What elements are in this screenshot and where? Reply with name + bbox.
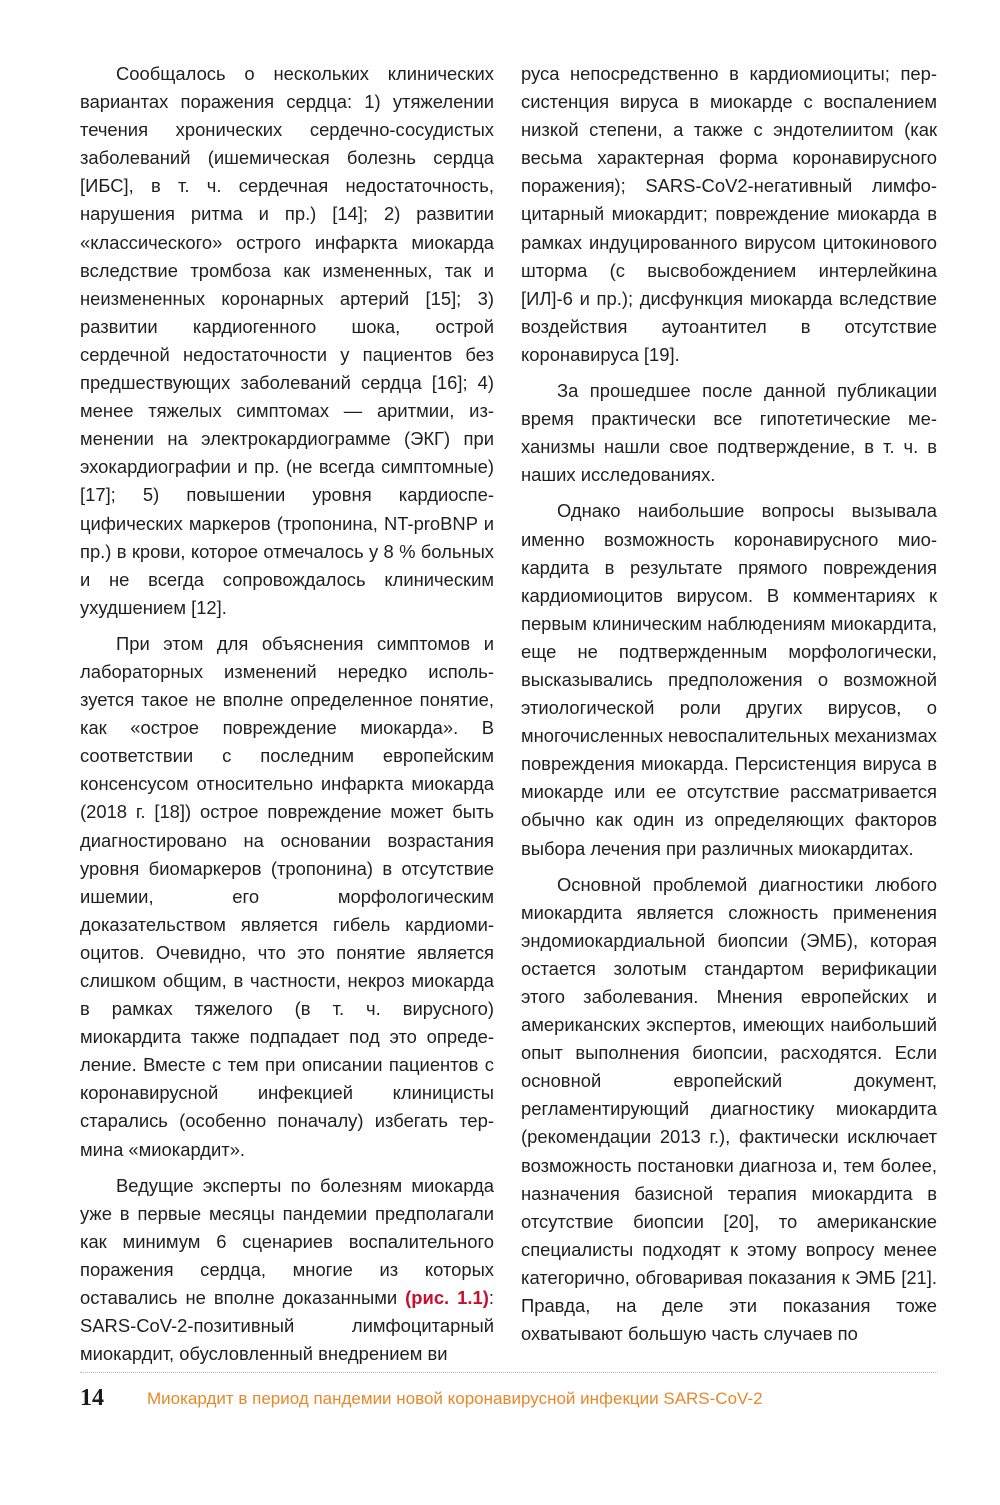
left-paragraph-3-text-b: : SARS-CoV-2-позитивный лимфоцитарный миокардит, обусловленный внедрением ви (80, 1287, 495, 1365)
figure-reference-link[interactable]: (рис. 1.1) (405, 1287, 489, 1309)
right-paragraph-1: руса непосредственно в кардиомиоциты; персистенция вируса в миокарде с воспалением низкой степени, а также с эндотелиитом (как весьма характерная форма коронавирусного поражения); SARS-CoV2-негативный лимфоцитарный миокардит; повреждение миокарда в рамках индуцированного вирусом цитокинового шторма (с высвобождением интерлейкина [ИЛ]-6 и пр.); дисфункция миокарда вследствие воздействия аутоантител в отсутствие коронавируса [19]. (521, 63, 937, 365)
left-paragraph-3-text-a: Ведущие эксперты по болезням миокарда уже в первые месяцы пандемии предполагали как минимум 6 сценариев воспалительного поражения сердца, многие из которых оставались не вполне доказанными (80, 1174, 494, 1309)
right-paragraph-2: За прошедшее после данной публикации время практически все гипотетические механизмы нашли свое подтверждение, в т. ч. в наших исследованиях. (521, 380, 937, 486)
right-column (521, 60, 937, 1356)
footer-divider (80, 1372, 938, 1373)
right-paragraph-4: Основной проблемой диагностики любого миокардита является сложность применения эндомиокардиальной биопсии (ЭМБ), которая остается золотым стандартом верификации этого заболевания. Мнения европейских и американских экспертов, имеющих наибольший опыт выполнения биопсии, расходятся. Если основной европейский документ, регламентирующий диагностику миокардита (рекомендации 2013 г.), фактически исключает возможность постановки диагноза и, тем более, назначения базисной терапия миокардита в отсутствие биопсии [20], то американские специалисты подходят к этому вопросу менее категорично, обговаривая показания к ЭМБ [21]. Правда, на деле эти показания тоже охватывают большую часть случаев по (521, 873, 937, 1345)
left-paragraph-2: При этом для объяснения симптомов и лабораторных изменений нередко используется такое не вполне определенное понятие, как «острое повреждение миокарда». В соответствии с последним европейским консенсусом относительно инфаркта миокарда (2018 г. [18]) острое повреждение может быть диагностировано на основании возрастания уровня биомаркеров (тропонина) в отсутствие ишемии, его морфологическим доказательством является гибель кардиомиоцитов. Очевидно, что это понятие является слишком общим, в частности, некроз миокарда в рамках тяжелого (в т. ч. вирусного) миокардита также подпадает под это определение. Вместе с тем при описании пациентов с коронавирусной инфекцией клиницисты старались (особенно поначалу) избегать термина «миокардит». (80, 632, 494, 1160)
left-paragraph-1: Сообщалось о нескольких клинических вариантах поражения сердца: 1) утяжелении течения хронических сердечно-сосудистых заболеваний (ишемическая болезнь сердца [ИБС], в т. ч. сердечная недостаточность, нарушения ритма и пр.) [14]; 2) развитии «классического» острого инфаркта миокарда вследствие тромбоза как измененных, так и неизмененных коронарных артерий [15]; 3) развитии кардиогенного шока, острой сердечной недостаточности у пациентов без предшествующих заболеваний сердца [16]; 4) менее тяжелых симптомах — аритмии, изменении на электрокардиограмме (ЭКГ) при эхокардиографии и пр. (не всегда симптомные) [17]; 5) повышении уровня кардиоспецифических маркеров (тропонина, NT-proBNP и пр.) в крови, которое отмечалось у 8 % больных и не всегда сопровождалось клиническим ухудшением [12]. (80, 63, 494, 618)
left-paragraph-3 (80, 1172, 494, 1369)
page-number: 14 (80, 1385, 104, 1411)
right-paragraph-3: Однако наибольшие вопросы вызывала именно возможность коронавирусного миокардита в результате прямого повреждения кардиомиоцитов вирусом. В комментариях к первым клиническим наблюдениям миокардита, еще не подтвержденным морфологически, высказывались предположения о возможной этиологической роли других вирусов, о многочисленных невоспалительных механизмах повреждения миокарда. Персистенция вируса в миокарде или ее отсутствие рассматривается обычно как один из определяющих факторов выбора лечения при различных миокардитах. (521, 500, 937, 859)
left-column (80, 60, 494, 1376)
running-title: Миокардит в период пандемии новой коронавирусной инфекции SARS-CoV-2 (147, 1389, 763, 1408)
